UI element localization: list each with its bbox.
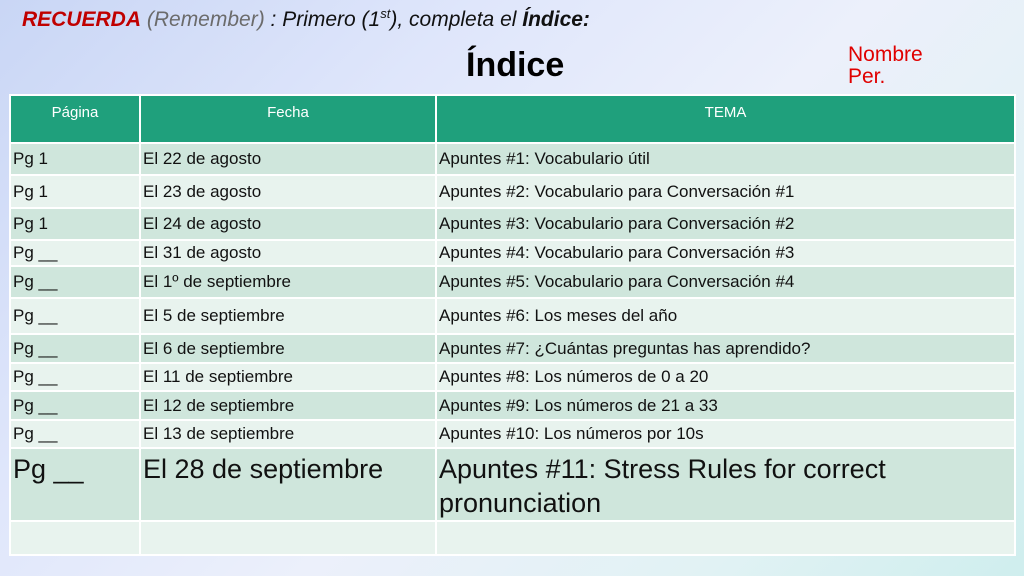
- cell-date[interactable]: El 22 de agosto: [140, 143, 436, 175]
- cell-page[interactable]: Pg __: [10, 391, 140, 420]
- cell-page[interactable]: Pg __: [10, 240, 140, 266]
- cell-date[interactable]: El 11 de septiembre: [140, 363, 436, 391]
- cell-date[interactable]: El 31 de agosto: [140, 240, 436, 266]
- cell-topic[interactable]: Apuntes #2: Vocabulario para Conversación #1: [436, 175, 1015, 208]
- cell-date[interactable]: El 13 de septiembre: [140, 420, 436, 448]
- table-row: [10, 334, 1015, 363]
- cell-page[interactable]: Pg 1: [10, 175, 140, 208]
- cell-topic[interactable]: Apuntes #3: Vocabulario para Conversación #2: [436, 208, 1015, 240]
- cell-date[interactable]: El 24 de agosto: [140, 208, 436, 240]
- cell-topic[interactable]: Apuntes #7: ¿Cuántas preguntas has aprendido?: [436, 334, 1015, 363]
- cell-page[interactable]: Pg __: [10, 266, 140, 298]
- cell-page[interactable]: Pg __: [10, 448, 140, 521]
- cell-date[interactable]: El 1º de septiembre: [140, 266, 436, 298]
- cell-topic[interactable]: Apuntes #9: Los números de 21 a 33: [436, 391, 1015, 420]
- table-row: [10, 448, 1015, 521]
- table-row: [10, 363, 1015, 391]
- cell-topic[interactable]: Apuntes #1: Vocabulario útil: [436, 143, 1015, 175]
- table-row: [10, 266, 1015, 298]
- table-row: [10, 420, 1015, 448]
- cell-page[interactable]: Pg 1: [10, 143, 140, 175]
- header-pagina: Página: [10, 95, 140, 143]
- instruction-text: [22, 6, 590, 32]
- table-row: [10, 208, 1015, 240]
- cell-page[interactable]: Pg __: [10, 420, 140, 448]
- cell-page[interactable]: Pg 1: [10, 208, 140, 240]
- instruction-indice: Índice:: [522, 8, 590, 31]
- header-fecha: Fecha: [140, 95, 436, 143]
- cell-date[interactable]: [140, 521, 436, 555]
- cell-topic[interactable]: [436, 521, 1015, 555]
- table-row: [10, 240, 1015, 266]
- index-table: [9, 94, 1016, 556]
- cell-topic[interactable]: Apuntes #5: Vocabulario para Conversación #4: [436, 266, 1015, 298]
- table-row: [10, 521, 1015, 555]
- cell-page[interactable]: Pg __: [10, 298, 140, 334]
- table-row: [10, 175, 1015, 208]
- instruction-primero: : Primero (1: [270, 8, 381, 31]
- instruction-recuerda: RECUERDA: [22, 8, 142, 31]
- table-header-row: [10, 95, 1015, 143]
- table-row: [10, 298, 1015, 334]
- cell-page[interactable]: Pg __: [10, 334, 140, 363]
- cell-date[interactable]: El 28 de septiembre: [140, 448, 436, 521]
- table-row: [10, 143, 1015, 175]
- cell-date[interactable]: El 6 de septiembre: [140, 334, 436, 363]
- cell-topic[interactable]: Apuntes #6: Los meses del año: [436, 298, 1015, 334]
- header-tema: TEMA: [436, 95, 1015, 143]
- period-label: Per.: [848, 65, 886, 88]
- instruction-superscript: st: [380, 6, 391, 21]
- name-label: Nombre: [848, 43, 923, 66]
- instruction-completa: ), completa el: [390, 8, 523, 31]
- table-row: [10, 391, 1015, 420]
- cell-page[interactable]: Pg __: [10, 363, 140, 391]
- cell-page[interactable]: [10, 521, 140, 555]
- cell-topic[interactable]: Apuntes #8: Los números de 0 a 20: [436, 363, 1015, 391]
- instruction-remember: (Remember): [141, 8, 271, 31]
- cell-date[interactable]: El 5 de septiembre: [140, 298, 436, 334]
- cell-topic[interactable]: Apuntes #4: Vocabulario para Conversación #3: [436, 240, 1015, 266]
- cell-date[interactable]: El 23 de agosto: [140, 175, 436, 208]
- name-period-label: [848, 44, 923, 88]
- cell-topic[interactable]: Apuntes #11: Stress Rules for correct pronunciation: [436, 448, 1015, 521]
- cell-date[interactable]: El 12 de septiembre: [140, 391, 436, 420]
- cell-topic[interactable]: Apuntes #10: Los números por 10s: [436, 420, 1015, 448]
- page-title: Índice: [466, 46, 565, 84]
